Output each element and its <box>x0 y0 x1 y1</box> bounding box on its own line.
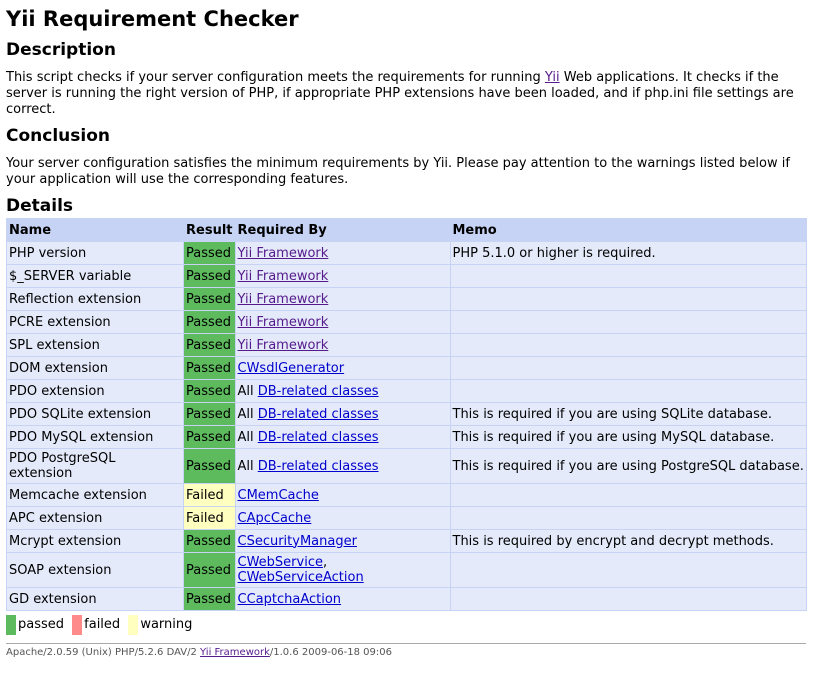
required-by-link[interactable]: CWebService <box>237 555 323 570</box>
row-memo <box>451 288 807 310</box>
row-required-by <box>236 588 450 610</box>
description-heading: Description <box>6 40 116 60</box>
row-result: Passed <box>184 403 235 425</box>
row-memo <box>451 507 807 529</box>
row-required-by-prefix: All <box>237 429 258 445</box>
table-row <box>7 334 806 356</box>
row-memo <box>451 380 807 402</box>
row-result: Passed <box>184 242 235 264</box>
table-row <box>7 357 806 379</box>
row-memo <box>451 334 807 356</box>
table-row <box>7 507 806 529</box>
row-result: Passed <box>184 357 235 379</box>
table-row <box>7 484 806 506</box>
row-required-by <box>236 507 450 529</box>
legend-failed-label: failed <box>84 617 121 632</box>
row-memo: This is required if you are using PostgreSQL database. <box>451 449 807 483</box>
col-name-header: Name <box>7 219 183 241</box>
footer-yii-link[interactable]: Yii Framework <box>200 647 270 658</box>
legend-passed-label: passed <box>18 617 65 632</box>
row-required-by <box>236 357 450 379</box>
row-name: GD extension <box>7 588 183 610</box>
row-result: Passed <box>184 530 235 552</box>
description-text-after: Web applications. It checks if the server is running the right version of PHP, if appropriate PHP extensions have been loaded, and if php.ini file settings are correct. <box>6 70 794 117</box>
row-required-by-prefix: All <box>237 383 258 399</box>
row-memo <box>451 265 807 287</box>
table-row <box>7 449 806 483</box>
table-row <box>7 380 806 402</box>
legend-warning-label: warning <box>140 617 193 632</box>
required-by-link[interactable]: CSecurityManager <box>237 533 357 549</box>
required-by-link[interactable]: DB-related classes <box>257 406 379 422</box>
row-result: Passed <box>184 588 235 610</box>
required-by-link[interactable]: Yii Framework <box>237 245 329 261</box>
row-result: Passed <box>184 426 235 448</box>
row-required-by <box>236 380 450 402</box>
required-by-link[interactable]: Yii Framework <box>237 291 329 307</box>
row-result: Passed <box>184 334 235 356</box>
row-memo: This is required if you are using SQLite database. <box>451 403 807 425</box>
row-result: Passed <box>184 553 235 587</box>
row-result: Passed <box>184 311 235 333</box>
footer <box>6 643 806 658</box>
table-row <box>7 426 806 448</box>
requirements-table <box>6 218 807 611</box>
description-text-before: This script checks if your server configuration meets the requirements for running <box>6 70 545 85</box>
row-name: SPL extension <box>7 334 183 356</box>
row-result: Passed <box>184 265 235 287</box>
required-by-link[interactable]: DB-related classes <box>257 458 379 474</box>
footer-before: Apache/2.0.59 (Unix) PHP/5.2.6 DAV/2 <box>6 647 201 658</box>
row-name: Mcrypt extension <box>7 530 183 552</box>
table-body <box>7 242 806 610</box>
row-result: Failed <box>184 484 235 506</box>
row-name: PDO SQLite extension <box>7 403 183 425</box>
row-result: Passed <box>184 449 235 483</box>
row-name: $_SERVER variable <box>7 265 183 287</box>
description-text <box>6 70 808 118</box>
required-by-link[interactable]: DB-related classes <box>257 429 379 445</box>
legend-failed-swatch <box>72 615 82 635</box>
row-name: PCRE extension <box>7 311 183 333</box>
row-required-by <box>236 530 450 552</box>
table-row <box>7 311 806 333</box>
required-by-link[interactable]: Yii Framework <box>237 337 329 353</box>
legend-passed-swatch <box>6 615 16 635</box>
row-required-by-prefix: All <box>237 406 258 422</box>
conclusion-heading: Conclusion <box>6 126 110 146</box>
table-row <box>7 588 806 610</box>
required-by-link[interactable]: CWsdlGenerator <box>237 360 345 376</box>
row-memo <box>451 311 807 333</box>
row-result: Passed <box>184 380 235 402</box>
required-by-link[interactable]: CMemCache <box>237 487 319 503</box>
col-result-header: Result <box>184 219 235 241</box>
table-row <box>7 530 806 552</box>
row-name: PDO PostgreSQL extension <box>7 449 183 483</box>
table-row <box>7 553 806 587</box>
table-row <box>7 242 806 264</box>
row-name: PDO extension <box>7 380 183 402</box>
row-name: SOAP extension <box>7 553 183 587</box>
legend-warning-swatch <box>128 615 138 635</box>
required-by-link[interactable]: Yii Framework <box>237 314 329 330</box>
required-by-link[interactable]: DB-related classes <box>257 383 379 399</box>
required-by-link[interactable]: Yii Framework <box>237 268 329 284</box>
row-name: Memcache extension <box>7 484 183 506</box>
col-memo-header: Memo <box>451 219 807 241</box>
row-required-by <box>236 403 450 425</box>
row-memo <box>451 588 807 610</box>
required-by-link[interactable]: CApcCache <box>237 510 312 526</box>
table-row <box>7 265 806 287</box>
table-row <box>7 403 806 425</box>
row-name: PDO MySQL extension <box>7 426 183 448</box>
row-name: DOM extension <box>7 357 183 379</box>
details-heading: Details <box>6 196 74 216</box>
row-name: Reflection extension <box>7 288 183 310</box>
yii-link[interactable]: Yii <box>544 70 560 85</box>
row-required-by <box>236 288 450 310</box>
row-required-by <box>236 265 450 287</box>
row-memo: PHP 5.1.0 or higher is required. <box>451 242 807 264</box>
row-required-by <box>236 426 450 448</box>
row-required-by <box>236 311 450 333</box>
row-memo <box>451 553 807 587</box>
page-title: Yii Requirement Checker <box>6 7 299 31</box>
row-required-by: CWebService, CWebServiceAction <box>236 553 450 587</box>
row-memo: This is required if you are using MySQL database. <box>451 426 807 448</box>
table-row <box>7 288 806 310</box>
row-name: PHP version <box>7 242 183 264</box>
row-required-by <box>236 484 450 506</box>
row-memo <box>451 484 807 506</box>
row-memo: This is required by encrypt and decrypt methods. <box>451 530 807 552</box>
row-result: Failed <box>184 507 235 529</box>
row-result: Passed <box>184 288 235 310</box>
conclusion-text: Your server configuration satisfies the minimum requirements by Yii. Please pay attention to the warnings listed below if your application will use the corresponding features. <box>6 156 790 187</box>
row-memo <box>451 357 807 379</box>
table-header-row <box>7 219 806 241</box>
legend <box>6 615 808 637</box>
footer-after: /1.0.6 2009-06-18 09:06 <box>269 647 392 658</box>
required-by-link[interactable]: CWebServiceAction <box>237 570 364 585</box>
row-name: APC extension <box>7 507 183 529</box>
row-required-by <box>236 242 450 264</box>
required-by-link[interactable]: CCaptchaAction <box>237 591 342 607</box>
row-required-by-prefix: All <box>237 458 258 474</box>
row-required-by <box>236 334 450 356</box>
row-required-by <box>236 449 450 483</box>
col-required-by-header: Required By <box>236 219 450 241</box>
